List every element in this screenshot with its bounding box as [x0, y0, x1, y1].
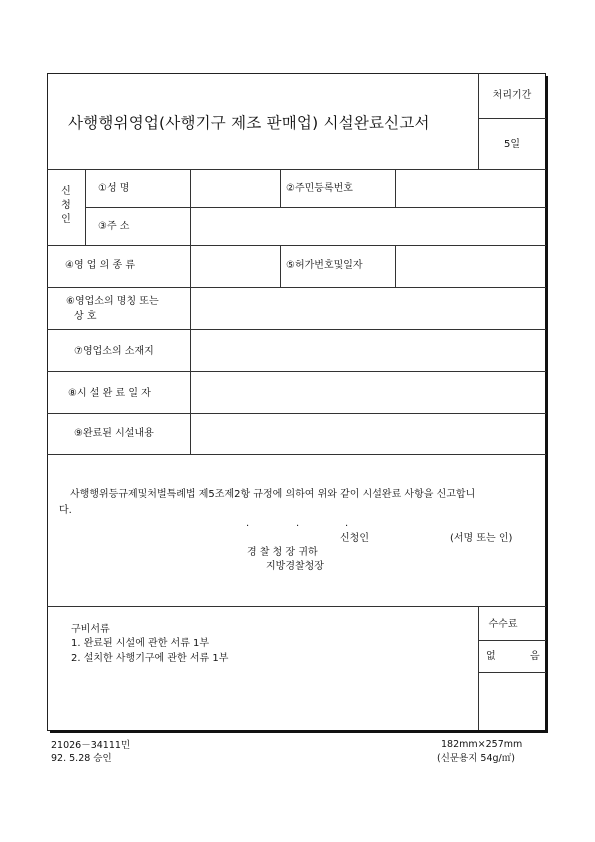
facility-content-label: ⑨완료된 시설내용	[74, 428, 154, 439]
paper-type: (신문용지 54g/㎡)	[437, 753, 515, 764]
fee-label: 수수료	[488, 619, 518, 630]
column-line	[280, 169, 281, 207]
fee-row-line	[478, 640, 546, 641]
row-line	[47, 287, 546, 288]
column-line	[280, 245, 281, 287]
row-line	[47, 169, 546, 170]
applicant-group-label-2: 청	[61, 200, 71, 211]
location-label: ⑦영업소의 소재지	[74, 346, 154, 357]
fee-value-part-2: 음	[530, 651, 540, 662]
date-dot: .	[246, 518, 250, 529]
row-line	[47, 245, 546, 246]
form-border	[47, 73, 546, 731]
row-line	[47, 329, 546, 330]
date-dot: .	[296, 518, 300, 529]
form-shadow-right	[545, 76, 548, 732]
business-name-label-2: 상 호	[74, 311, 97, 322]
recipient-regional-police: 지방경찰청장	[266, 561, 324, 572]
recipient-police-commissioner: 경 찰 청 장 귀하	[247, 547, 318, 558]
row-line	[85, 207, 546, 208]
applicant-group-label-3: 인	[61, 214, 71, 225]
business-type-label: ④영 업 의 종 류	[65, 260, 135, 271]
business-name-label-1: ⑥영업소의 명칭 또는	[66, 296, 159, 307]
applicant-signature-label: 신청인	[340, 533, 369, 544]
applicant-group-label-1: 신	[61, 186, 71, 197]
required-document-item: 2. 설치한 사행기구에 관한 서류 1부	[71, 653, 229, 664]
permit-number-label: ⑤허가번호및일자	[286, 260, 363, 271]
fee-value-part-1: 없	[486, 651, 496, 662]
column-line	[85, 169, 86, 245]
address-label: ③주 소	[98, 221, 130, 232]
row-line	[47, 371, 546, 372]
date-dot: .	[345, 518, 349, 529]
signature-or-seal-label: (서명 또는 인)	[450, 533, 513, 544]
form-number: 21026－34111민	[51, 740, 131, 751]
declaration-text-line-2: 다.	[59, 505, 72, 516]
header-divider	[478, 73, 479, 169]
name-label: ①성 명	[98, 183, 130, 194]
required-document-item: 1. 완료된 시설에 관한 서류 1부	[71, 638, 210, 649]
form-title: 사행행위영업(사행기구 제조 판매업) 시설완료신고서	[68, 114, 430, 132]
declaration-text-line-1: 사행행위등규제및처벌특례법 제5조제2항 규정에 의하여 위와 같이 시설완료 사항을 신고합니	[70, 489, 476, 500]
paper-size: 182mm×257mm	[441, 739, 523, 750]
row-line	[47, 413, 546, 414]
row-line	[47, 454, 546, 455]
fee-row-line	[478, 672, 546, 673]
completion-date-label: ⑧시 설 완 료 일 자	[68, 388, 151, 399]
column-line	[395, 169, 396, 207]
column-line	[395, 245, 396, 287]
approval-date: 92. 5.28 승인	[51, 753, 112, 764]
row-line	[47, 606, 546, 607]
form-shadow-bottom	[50, 730, 548, 733]
processing-divider	[478, 118, 546, 119]
processing-period-label: 처리기간	[492, 90, 532, 101]
processing-period-value: 5일	[503, 139, 521, 150]
column-line	[190, 169, 191, 454]
resident-number-label: ②주민등록번호	[286, 183, 353, 194]
required-documents-heading: 구비서류	[71, 624, 110, 635]
